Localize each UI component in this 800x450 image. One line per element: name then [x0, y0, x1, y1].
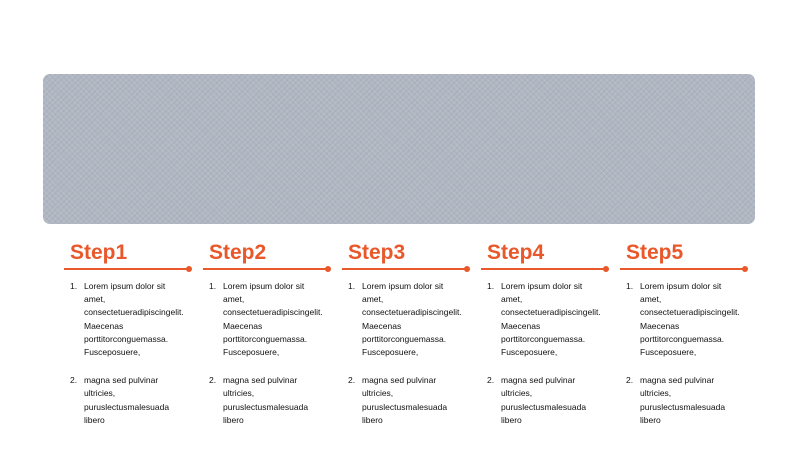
- list-text-line: libero: [501, 414, 522, 425]
- list-text-line: magna sed pulvinar: [223, 375, 298, 386]
- list-text-line: amet,: [223, 294, 245, 305]
- step-title: Step5: [626, 241, 684, 264]
- list-text-line: libero: [84, 414, 105, 425]
- list-text-line: porttitorconguemassa.: [223, 333, 308, 344]
- list-item: [209, 280, 333, 359]
- step-list: [70, 280, 194, 427]
- list-text-line: Maecenas: [362, 320, 402, 331]
- list-text-line: porttitorconguemassa.: [640, 333, 725, 344]
- list-text-line: Lorem ipsum dolor sit: [640, 281, 722, 291]
- list-text-line: magna sed pulvinar: [362, 375, 437, 386]
- list-number: 2.: [487, 375, 495, 386]
- step-title: Step4: [487, 241, 545, 264]
- list-text-line: libero: [223, 414, 244, 425]
- list-text-line: magna sed pulvinar: [640, 375, 715, 386]
- step-divider-dot: [186, 266, 192, 272]
- list-number: 1.: [209, 281, 217, 291]
- list-number: 2.: [209, 375, 217, 386]
- list-number: 1.: [487, 281, 495, 291]
- step-divider-dot: [325, 266, 331, 272]
- list-number: 1.: [348, 281, 356, 291]
- list-text-line: consectetueradipiscingelit.: [640, 307, 740, 318]
- list-item: [209, 374, 333, 427]
- list-text-line: Lorem ipsum dolor sit: [84, 281, 166, 291]
- list-number: 1.: [70, 281, 78, 291]
- step-divider-dot: [464, 266, 470, 272]
- list-text-line: consectetueradipiscingelit.: [501, 307, 601, 318]
- list-text-line: Maecenas: [84, 320, 124, 331]
- list-number: 2.: [348, 375, 356, 386]
- list-text-line: Maecenas: [640, 320, 680, 331]
- list-text-line: puruslectusmalesuada: [362, 401, 448, 412]
- list-text-line: porttitorconguemassa.: [501, 333, 586, 344]
- step-divider-dot: [603, 266, 609, 272]
- list-text-line: ultricies,: [362, 388, 394, 399]
- list-text-line: Fusceposuere,: [501, 347, 558, 358]
- list-text-line: amet,: [84, 294, 106, 305]
- list-text-line: ultricies,: [640, 388, 672, 399]
- step-divider-line: [64, 268, 188, 270]
- list-text-line: porttitorconguemassa.: [84, 333, 169, 344]
- list-text-line: libero: [362, 414, 383, 425]
- list-text-line: ultricies,: [223, 388, 255, 399]
- list-text-line: Fusceposuere,: [84, 347, 141, 358]
- list-text-line: puruslectusmalesuada: [223, 401, 309, 412]
- list-text-line: consectetueradipiscingelit.: [84, 307, 184, 318]
- step-list: [487, 280, 611, 427]
- list-text-line: puruslectusmalesuada: [84, 401, 170, 412]
- step-list: [348, 280, 472, 427]
- list-text-line: Maecenas: [223, 320, 263, 331]
- list-text-line: amet,: [501, 294, 523, 305]
- list-item: [487, 374, 611, 427]
- list-text-line: porttitorconguemassa.: [362, 333, 447, 344]
- list-item: [348, 280, 472, 359]
- step-list: [626, 280, 750, 427]
- list-text-line: puruslectusmalesuada: [501, 401, 587, 412]
- list-item: [348, 374, 472, 427]
- list-item: [626, 280, 750, 359]
- list-text-line: Fusceposuere,: [223, 347, 280, 358]
- list-item: [626, 374, 750, 427]
- list-text-line: Lorem ipsum dolor sit: [362, 281, 444, 291]
- list-text-line: libero: [640, 414, 661, 425]
- step-divider-line: [203, 268, 327, 270]
- list-text-line: Fusceposuere,: [640, 347, 697, 358]
- step-divider-line: [620, 268, 744, 270]
- step-title: Step1: [70, 241, 128, 264]
- banner-image-placeholder: [43, 74, 755, 224]
- step-divider-dot: [742, 266, 748, 272]
- list-text-line: magna sed pulvinar: [501, 375, 576, 386]
- list-text-line: magna sed pulvinar: [84, 375, 159, 386]
- list-item: [487, 280, 611, 359]
- list-text-line: Fusceposuere,: [362, 347, 419, 358]
- list-text-line: consectetueradipiscingelit.: [362, 307, 462, 318]
- list-number: 2.: [626, 375, 634, 386]
- step-list: [209, 280, 333, 427]
- list-item: [70, 280, 194, 359]
- step-divider-line: [481, 268, 605, 270]
- list-item: [70, 374, 194, 427]
- list-text-line: Lorem ipsum dolor sit: [223, 281, 305, 291]
- list-text-line: puruslectusmalesuada: [640, 401, 726, 412]
- step-title: Step3: [348, 241, 406, 264]
- list-text-line: amet,: [362, 294, 384, 305]
- step-divider-line: [342, 268, 466, 270]
- list-text-line: ultricies,: [84, 388, 116, 399]
- step-title: Step2: [209, 241, 267, 264]
- list-text-line: Maecenas: [501, 320, 541, 331]
- list-text-line: consectetueradipiscingelit.: [223, 307, 323, 318]
- list-text-line: Lorem ipsum dolor sit: [501, 281, 583, 291]
- list-number: 1.: [626, 281, 634, 291]
- list-text-line: amet,: [640, 294, 662, 305]
- steps-row: [64, 238, 754, 438]
- list-number: 2.: [70, 375, 78, 386]
- list-text-line: ultricies,: [501, 388, 533, 399]
